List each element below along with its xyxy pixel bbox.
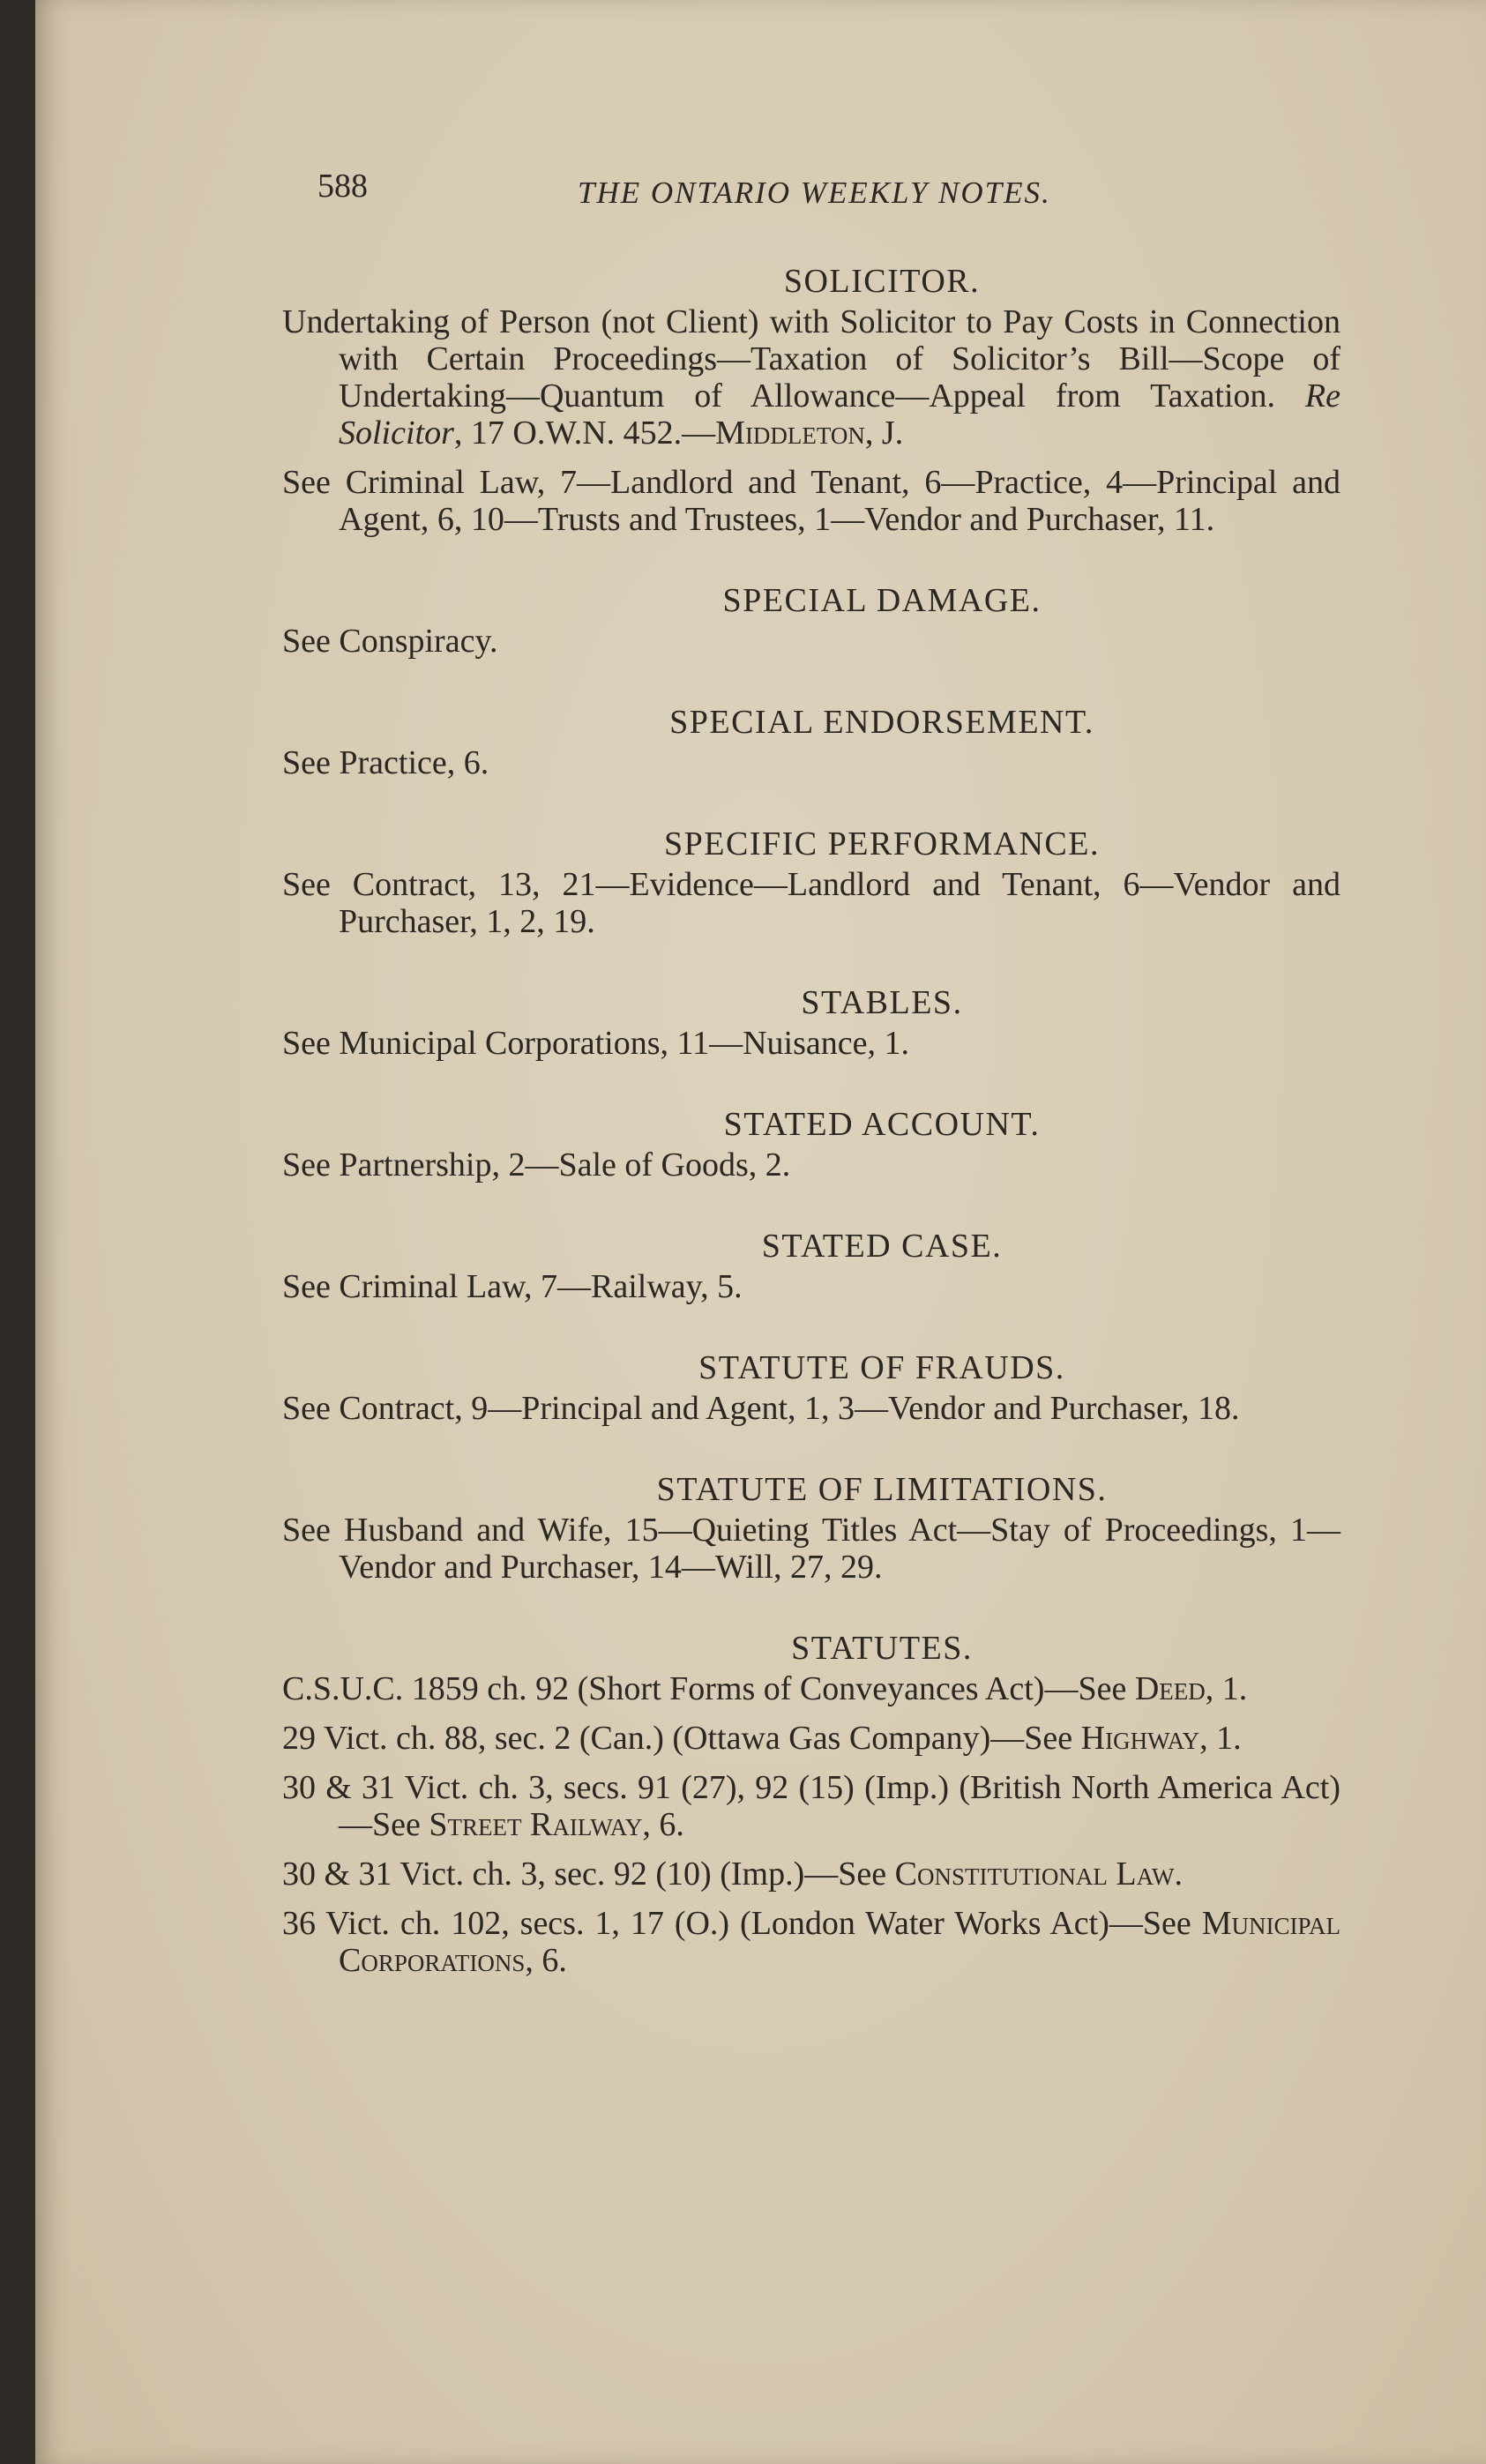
entry-text: Highway, 1. xyxy=(1080,1720,1242,1757)
index-section xyxy=(282,1228,1340,1305)
section-heading: STATED CASE. xyxy=(761,1228,1003,1265)
entry-text: See Municipal Corporations, 11—Nuisance, 1. xyxy=(282,1025,909,1062)
index-section xyxy=(282,1630,1340,1979)
entry-text: Municipal Corporations, 6. xyxy=(339,1905,1340,1979)
entry-text: See Practice, 6. xyxy=(282,744,489,781)
index-entry xyxy=(282,1769,1340,1843)
section-heading: STABLES. xyxy=(801,984,963,1021)
entry-text: , 17 O.W.N. 452.— xyxy=(453,414,716,452)
index-entry xyxy=(282,623,1340,660)
index-entry xyxy=(282,1025,1340,1062)
index-entry xyxy=(282,1855,1340,1893)
index-entry xyxy=(282,1670,1340,1707)
index-entry xyxy=(282,1905,1340,1979)
index-section xyxy=(282,984,1340,1062)
index-entry xyxy=(282,1390,1340,1427)
entry-text: Undertaking of Person (not Client) with Solicitor to Pay Costs in Connection with Certain Proceedings—Taxation of Solicitor’s Bill—Scope of Undertaking—Quantum of Allowance—Appeal from Taxation. xyxy=(282,303,1340,414)
index-section xyxy=(282,582,1340,660)
book-page xyxy=(35,0,1486,2464)
entry-text: Constitutional Law. xyxy=(894,1855,1183,1893)
section-heading: SPECIAL ENDORSEMENT. xyxy=(669,704,1094,741)
journal-title: THE ONTARIO WEEKLY NOTES. xyxy=(578,175,1051,210)
page-content xyxy=(282,168,1340,2023)
index-section xyxy=(282,1106,1340,1183)
entry-text: See Conspiracy. xyxy=(282,623,498,660)
section-heading: STATUTE OF LIMITATIONS. xyxy=(656,1471,1108,1508)
entry-text: See Partnership, 2—Sale of Goods, 2. xyxy=(282,1146,791,1183)
index-sections xyxy=(282,263,1340,1979)
index-entry xyxy=(282,744,1340,781)
entry-text: Street Railway, 6. xyxy=(429,1806,684,1843)
index-entry xyxy=(282,303,1340,452)
index-entry xyxy=(282,866,1340,940)
index-section xyxy=(282,1349,1340,1427)
running-head xyxy=(282,168,1340,210)
entry-text: See Criminal Law, 7—Landlord and Tenant, 6—Practice, 4—Principal and Agent, 6, 10—Trusts and Trustees, 1—Vendor and Purchaser, 11. xyxy=(282,464,1340,538)
index-entry xyxy=(282,1146,1340,1183)
entry-text: 30 & 31 Vict. ch. 3, sec. 92 (10) (Imp.)—See xyxy=(282,1855,895,1893)
entry-text: Deed, 1. xyxy=(1134,1670,1248,1707)
section-heading: STATUTES. xyxy=(791,1630,973,1667)
index-entry xyxy=(282,1512,1340,1586)
section-heading: STATED ACCOUNT. xyxy=(723,1106,1041,1143)
entry-text: See Criminal Law, 7—Railway, 5. xyxy=(282,1268,743,1305)
index-section xyxy=(282,1471,1340,1586)
index-section xyxy=(282,704,1340,781)
index-entry xyxy=(282,464,1340,538)
page-number: 588 xyxy=(317,168,368,205)
index-entry xyxy=(282,1268,1340,1305)
index-section xyxy=(282,263,1340,538)
section-heading: STATUTE OF FRAUDS. xyxy=(698,1349,1065,1386)
entry-text: Middleton, J. xyxy=(715,414,904,452)
section-heading: SPECIFIC PERFORMANCE. xyxy=(664,825,1100,862)
entry-text: See Contract, 9—Principal and Agent, 1, 3—Vendor and Purchaser, 18. xyxy=(282,1390,1240,1427)
entry-text: 29 Vict. ch. 88, sec. 2 (Can.) (Ottawa Gas Company)—See xyxy=(282,1720,1081,1757)
entry-text: 36 Vict. ch. 102, secs. 1, 17 (O.) (London Water Works Act)—See xyxy=(282,1905,1202,1942)
index-entry xyxy=(282,1720,1340,1757)
section-heading: SOLICITOR. xyxy=(783,263,981,300)
section-heading: SPECIAL DAMAGE. xyxy=(722,582,1042,619)
entry-text: Re Solicitor xyxy=(339,377,1340,452)
index-section xyxy=(282,825,1340,940)
entry-text: See Husband and Wife, 15—Quieting Titles Act—Stay of Proceedings, 1—Vendor and Purchaser, 14—Will, 27, 29. xyxy=(282,1512,1340,1586)
entry-text: See Contract, 13, 21—Evidence—Landlord and Tenant, 6—Vendor and Purchaser, 1, 2, 19. xyxy=(282,866,1340,940)
entry-text: 30 & 31 Vict. ch. 3, secs. 91 (27), 92 (15) (Imp.) (British North America Act)—See xyxy=(282,1769,1340,1843)
entry-text: C.S.U.C. 1859 ch. 92 (Short Forms of Conveyances Act)—See xyxy=(282,1670,1135,1707)
